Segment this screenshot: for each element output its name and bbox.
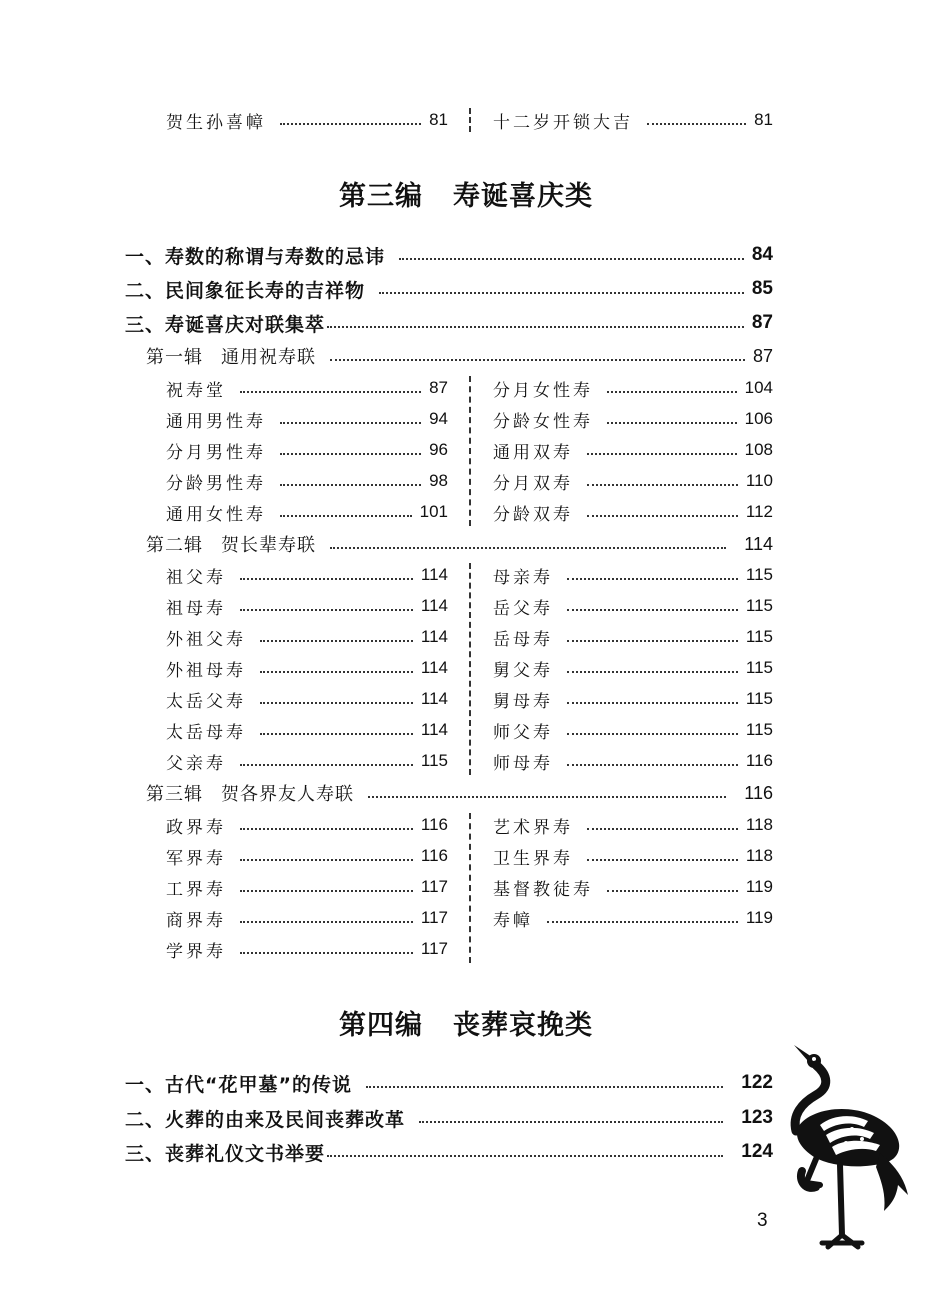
leader-dots <box>399 258 744 260</box>
entry-page: 118 <box>745 846 773 865</box>
entry-label: 岳父寿 <box>493 598 553 619</box>
toc-entry[interactable] <box>166 749 448 773</box>
entry-label: 舅父寿 <box>493 660 553 681</box>
column-divider <box>469 376 471 526</box>
entry-label: 分月女性寿 <box>493 380 593 401</box>
toc-entry[interactable] <box>166 656 448 680</box>
leader-dots <box>240 609 413 611</box>
series-page: 114 <box>744 533 773 554</box>
series-name: 贺长辈寿联 <box>221 535 316 556</box>
toc-series-1[interactable] <box>146 344 773 368</box>
leader-dots <box>240 391 421 393</box>
entry-label: 通用双寿 <box>493 442 573 463</box>
toc-entry[interactable] <box>166 376 448 400</box>
entry-page: 117 <box>420 877 448 896</box>
toc-entry[interactable] <box>166 469 448 493</box>
entry-page: 106 <box>744 409 773 428</box>
toc-entry[interactable] <box>166 407 448 431</box>
entry-label: 政界寿 <box>166 817 226 838</box>
entry-page: 114 <box>420 658 448 677</box>
section-page: 84 <box>751 244 773 265</box>
leader-dots <box>240 921 413 923</box>
toc-entry[interactable] <box>166 500 448 524</box>
leader-dots <box>327 1155 723 1157</box>
toc-entry[interactable] <box>493 656 773 680</box>
toc-entry[interactable] <box>166 937 448 961</box>
toc-entry[interactable] <box>493 438 773 462</box>
entry-page: 117 <box>420 939 448 958</box>
entry-page: 108 <box>744 440 773 459</box>
entry-page: 81 <box>754 110 773 129</box>
entry-page: 117 <box>420 908 448 927</box>
toc-series-2[interactable] <box>146 532 773 556</box>
entry-page: 116 <box>420 846 448 865</box>
leader-dots <box>368 796 726 798</box>
part3-title <box>0 174 932 213</box>
leader-dots <box>587 484 738 486</box>
leader-dots <box>280 515 412 517</box>
entry-page: 81 <box>429 110 448 129</box>
section-page: 122 <box>741 1072 773 1093</box>
series-name: 通用祝寿联 <box>221 347 316 368</box>
leader-dots <box>587 828 738 830</box>
entry-page: 115 <box>745 627 773 646</box>
entry-label: 通用女性寿 <box>166 504 266 525</box>
entry-label: 卫生界寿 <box>493 848 573 869</box>
entry-page: 116 <box>420 815 448 834</box>
toc-entry[interactable] <box>493 469 773 493</box>
entry-page: 98 <box>429 471 448 490</box>
toc-entry[interactable] <box>493 407 773 431</box>
leader-dots <box>280 453 421 455</box>
part4-number: 第四编 <box>339 1010 423 1041</box>
toc-entry[interactable] <box>493 594 773 618</box>
entry-page: 114 <box>420 720 448 739</box>
column-divider <box>469 108 471 132</box>
leader-dots <box>419 1121 723 1123</box>
entry-page: 115 <box>745 720 773 739</box>
toc-entry-top-right[interactable] <box>493 108 773 132</box>
toc-entry[interactable] <box>493 563 773 587</box>
series-page: 87 <box>752 345 773 366</box>
entry-page: 115 <box>420 751 448 770</box>
leader-dots <box>330 547 726 549</box>
toc-section[interactable] <box>125 1071 773 1095</box>
leader-dots <box>567 609 738 611</box>
entry-page: 114 <box>420 596 448 615</box>
column-divider <box>469 813 471 963</box>
toc-entry[interactable] <box>493 844 773 868</box>
series-number: 第二辑 <box>146 535 203 556</box>
entry-page: 115 <box>745 658 773 677</box>
leader-dots <box>260 640 413 642</box>
leader-dots <box>280 123 421 125</box>
entry-label: 祖母寿 <box>166 598 226 619</box>
entry-page: 115 <box>745 596 773 615</box>
series-name: 贺各界友人寿联 <box>221 784 354 805</box>
leader-dots <box>260 702 413 704</box>
toc-entry[interactable] <box>166 875 448 899</box>
leader-dots <box>567 578 738 580</box>
toc-entry[interactable] <box>166 625 448 649</box>
entry-label: 分月双寿 <box>493 473 573 494</box>
leader-dots <box>647 123 746 125</box>
toc-entry[interactable] <box>493 718 773 742</box>
entry-label: 十二岁开锁大吉 <box>493 112 633 133</box>
entry-label: 舅母寿 <box>493 691 553 712</box>
entry-label: 师母寿 <box>493 753 553 774</box>
part4-name: 丧葬哀挽类 <box>453 1010 593 1041</box>
leader-dots <box>567 733 738 735</box>
toc-entry[interactable] <box>166 906 448 930</box>
toc-entry[interactable] <box>493 875 773 899</box>
leader-dots <box>240 859 413 861</box>
leader-dots <box>567 671 738 673</box>
entry-label: 父亲寿 <box>166 753 226 774</box>
toc-entry[interactable] <box>493 687 773 711</box>
entry-page: 94 <box>429 409 448 428</box>
entry-label: 贺生孙喜幛 <box>166 112 266 133</box>
toc-entry[interactable] <box>166 563 448 587</box>
section-page: 123 <box>741 1107 773 1128</box>
entry-page: 110 <box>745 471 773 490</box>
entry-label: 外祖母寿 <box>166 660 246 681</box>
entry-page: 101 <box>419 502 448 521</box>
entry-page: 115 <box>745 689 773 708</box>
leader-dots <box>567 640 738 642</box>
leader-dots <box>280 422 421 424</box>
section-label: 一、寿数的称谓与寿数的忌讳 <box>125 245 386 268</box>
toc-entry[interactable] <box>166 813 448 837</box>
entry-label: 太岳父寿 <box>166 691 246 712</box>
entry-label: 母亲寿 <box>493 567 553 588</box>
toc-entry[interactable] <box>493 749 773 773</box>
entry-label: 通用男性寿 <box>166 411 266 432</box>
entry-page: 87 <box>429 378 448 397</box>
leader-dots <box>240 890 413 892</box>
entry-page: 114 <box>420 565 448 584</box>
section-label: 三、丧葬礼仪文书举要 <box>125 1142 326 1165</box>
toc-entry[interactable] <box>493 500 773 524</box>
leader-dots <box>280 484 421 486</box>
entry-label: 艺术界寿 <box>493 817 573 838</box>
toc-series-3[interactable] <box>146 781 773 805</box>
entry-label: 祖父寿 <box>166 567 226 588</box>
crane-icon <box>772 1035 912 1255</box>
leader-dots <box>607 391 737 393</box>
leader-dots <box>366 1086 723 1088</box>
toc-section[interactable] <box>125 243 773 267</box>
entry-page: 96 <box>429 440 448 459</box>
toc-entry[interactable] <box>493 813 773 837</box>
entry-label: 商界寿 <box>166 910 226 931</box>
leader-dots <box>567 702 738 704</box>
section-label: 一、古代“花甲墓”的传说 <box>125 1073 352 1096</box>
leader-dots <box>330 359 745 361</box>
entry-label: 学界寿 <box>166 941 226 962</box>
toc-entry[interactable] <box>166 438 448 462</box>
entry-page: 104 <box>744 378 773 397</box>
section-label: 二、火葬的由来及民间丧葬改革 <box>125 1108 406 1131</box>
toc-section[interactable] <box>125 311 773 335</box>
section-page: 85 <box>751 278 773 299</box>
column-divider <box>469 563 471 775</box>
entry-label: 分龄男性寿 <box>166 473 266 494</box>
toc-entry[interactable] <box>493 906 773 930</box>
entry-label: 分龄女性寿 <box>493 411 593 432</box>
toc-entry[interactable] <box>166 844 448 868</box>
section-page: 124 <box>741 1141 773 1162</box>
entry-page: 118 <box>745 815 773 834</box>
leader-dots <box>240 764 413 766</box>
leader-dots <box>260 671 413 673</box>
section-label: 三、寿诞喜庆对联集萃 <box>125 313 326 336</box>
entry-label: 岳母寿 <box>493 629 553 650</box>
section-page: 87 <box>751 312 773 333</box>
leader-dots <box>567 764 738 766</box>
leader-dots <box>587 453 737 455</box>
entry-label: 外祖父寿 <box>166 629 246 650</box>
leader-dots <box>240 578 413 580</box>
toc-section[interactable] <box>125 1140 773 1164</box>
toc-entry[interactable] <box>166 594 448 618</box>
section-label: 二、民间象征长寿的吉祥物 <box>125 279 366 302</box>
leader-dots <box>607 422 737 424</box>
leader-dots <box>327 326 744 328</box>
entry-label: 军界寿 <box>166 848 226 869</box>
leader-dots <box>587 859 738 861</box>
toc-section[interactable] <box>125 1106 773 1130</box>
leader-dots <box>587 515 738 517</box>
entry-page: 119 <box>745 908 773 927</box>
toc-entry-top-left[interactable] <box>166 108 448 132</box>
leader-dots <box>607 890 738 892</box>
leader-dots <box>260 733 413 735</box>
entry-label: 工界寿 <box>166 879 226 900</box>
entry-label: 基督教徒寿 <box>493 879 593 900</box>
entry-label: 寿幛 <box>493 910 533 931</box>
entry-page: 119 <box>745 877 773 896</box>
entry-label: 分龄双寿 <box>493 504 573 525</box>
series-page: 116 <box>744 782 773 803</box>
toc-section[interactable] <box>125 277 773 301</box>
entry-label: 祝寿堂 <box>166 380 226 401</box>
entry-page: 114 <box>420 689 448 708</box>
toc-entry[interactable] <box>493 625 773 649</box>
toc-entry[interactable] <box>493 376 773 400</box>
part3-name: 寿诞喜庆类 <box>453 181 593 212</box>
series-number: 第三辑 <box>146 784 203 805</box>
entry-label: 分月男性寿 <box>166 442 266 463</box>
leader-dots <box>547 921 738 923</box>
entry-label: 太岳母寿 <box>166 722 246 743</box>
toc-entry[interactable] <box>166 687 448 711</box>
series-number: 第一辑 <box>146 347 203 368</box>
part3-number: 第三编 <box>339 181 423 212</box>
page-number: 3 <box>757 1210 768 1231</box>
entry-page: 114 <box>420 627 448 646</box>
entry-page: 115 <box>745 565 773 584</box>
leader-dots <box>240 952 413 954</box>
toc-entry[interactable] <box>166 718 448 742</box>
entry-page: 116 <box>745 751 773 770</box>
leader-dots <box>379 292 744 294</box>
leader-dots <box>240 828 413 830</box>
entry-page: 112 <box>745 502 773 521</box>
entry-label: 师父寿 <box>493 722 553 743</box>
